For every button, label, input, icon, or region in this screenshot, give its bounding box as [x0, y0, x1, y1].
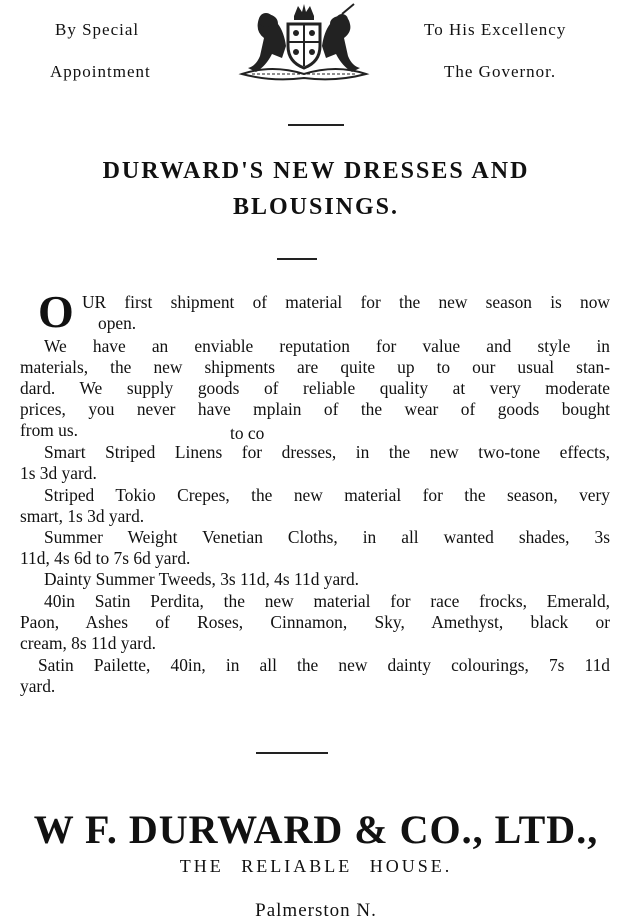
body-line: Paon, Ashes of Roses, Cinnamon, Sky, Amethyst, black or [20, 612, 610, 632]
header-right-line1: To His Excellency [424, 20, 567, 39]
body-line: UR first shipment of material for the new season is now [82, 292, 610, 312]
divider-rule [256, 752, 328, 754]
body-line: open. [98, 313, 137, 333]
page-title-line2: BLOUSINGS. [232, 194, 400, 220]
body-line: Dainty Summer Tweeds, 3s 11d, 4s 11d yard. [44, 569, 359, 589]
header-right-line2: The Governor. [444, 62, 557, 81]
body-line: We have an enviable reputation for value and style in [44, 336, 610, 356]
body-line: from us. [20, 420, 78, 440]
body-line: Smart Striped Linens for dresses, in the new two-tone effects, [44, 442, 610, 462]
place-name: Palmerston N. [255, 900, 377, 921]
body-line: Striped Tokio Crepes, the new material for the season, very [44, 485, 610, 505]
body-line: yard. [20, 676, 56, 696]
divider-rule [277, 258, 317, 260]
body-line: Satin Pailette, 40in, in all the new dainty colourings, 7s 11d [38, 655, 610, 675]
body-line: dard. We supply goods of reliable quality at very moderate [20, 378, 610, 398]
tagline: THE RELIABLE HOUSE. [179, 856, 453, 876]
header-left-line2: Appointment [50, 62, 151, 81]
divider-rule [288, 124, 344, 126]
page-title-line1: DURWARD'S NEW DRESSES AND [102, 158, 530, 184]
body-line: materials, the new shipments are quite up to our usual stan- [20, 357, 610, 377]
body-line: 40in Satin Perdita, the new material for race frocks, Emerald, [44, 591, 610, 611]
body-line: cream, 8s 11d yard. [20, 633, 157, 653]
body-line: prices, you never have mplain of the wear of goods bought [20, 399, 610, 419]
body-line: 11d, 4s 6d to 7s 6d yard. [20, 548, 191, 568]
body-line: smart, 1s 3d yard. [20, 506, 145, 526]
company-name: W F. DURWARD & CO., LTD., [33, 807, 599, 852]
body-line: to co [230, 423, 265, 443]
body-line: 1s 3d yard. [20, 463, 97, 483]
drop-cap: O [38, 286, 74, 337]
header-left-line1: By Special [55, 20, 140, 39]
coat-of-arms-icon [238, 2, 370, 84]
body-line: Summer Weight Venetian Cloths, in all wanted shades, 3s [44, 527, 610, 547]
